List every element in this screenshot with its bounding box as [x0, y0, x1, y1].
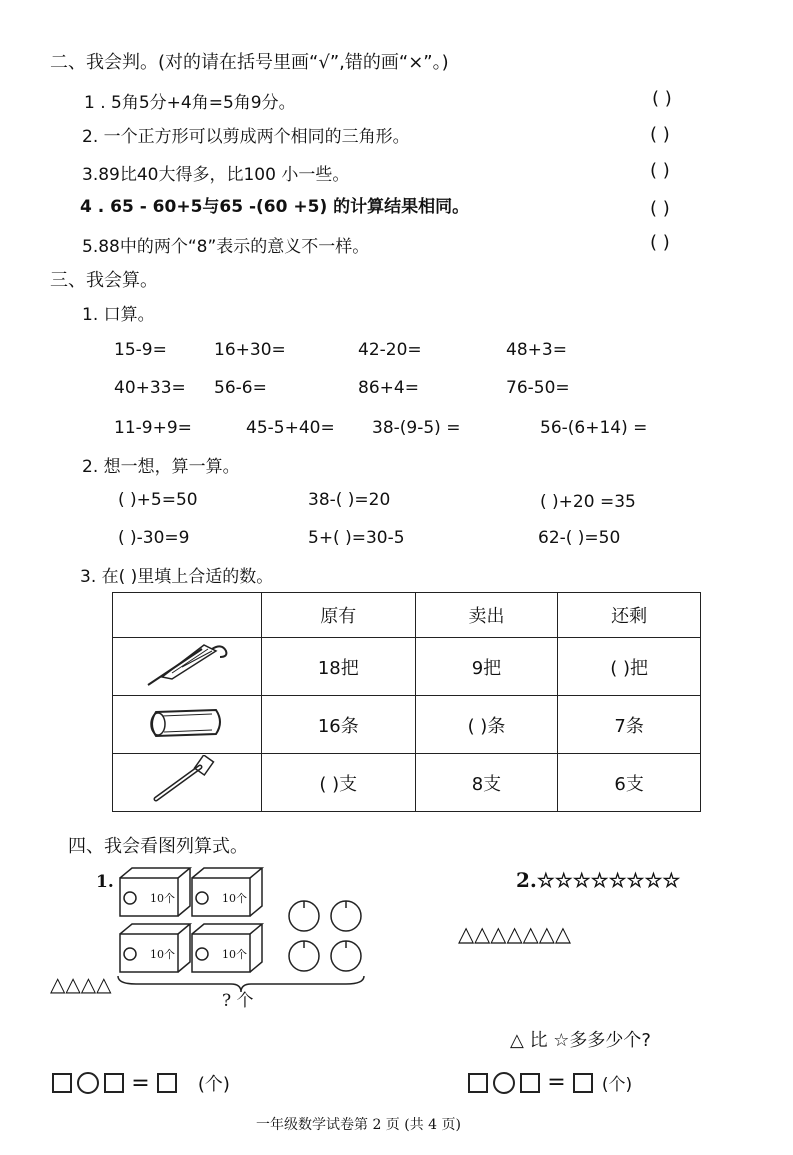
box-label: 10个: [222, 892, 247, 905]
unit-label: (个): [601, 1075, 633, 1095]
equation-template-2: [468, 1070, 632, 1095]
equals-sign: =: [547, 1070, 566, 1095]
section2-title: 二、我会判。(对的请在括号里画“√”,错的画“×”。): [50, 52, 449, 73]
table-header: 卖出: [415, 593, 558, 638]
answer-box[interactable]: [157, 1073, 177, 1093]
oral-calc-item: 86+4=: [358, 378, 419, 398]
umbrella-icon: [113, 638, 262, 696]
table-cell[interactable]: ( )条: [415, 696, 558, 754]
equation-template-1: [52, 1070, 230, 1096]
apple-boxes: [116, 866, 266, 985]
table-cell: 16条: [262, 696, 416, 754]
fill-table: [112, 592, 701, 812]
table-row: [113, 638, 701, 696]
oral-calc-heading: 1. 口算。: [82, 305, 155, 325]
towel-icon: [113, 696, 262, 754]
operator-circle[interactable]: [493, 1072, 515, 1094]
left-triangles: △△△△: [50, 972, 112, 996]
table-header: 还剩: [558, 593, 701, 638]
table-cell: 18把: [262, 638, 416, 696]
think-calc-item[interactable]: 5+( )=30-5: [308, 528, 405, 548]
answer-box[interactable]: [52, 1073, 72, 1093]
answer-paren-4[interactable]: ( ): [650, 198, 670, 219]
oral-calc-item: 42-20=: [358, 340, 422, 360]
operator-circle[interactable]: [77, 1072, 99, 1094]
problem2-triangles: △△△△△△△: [458, 922, 572, 946]
problem2-question: △ 比 ☆多多少个?: [510, 1030, 651, 1051]
box-label: 10个: [150, 948, 175, 961]
judge-item-5: 5.88中的两个“8”表示的意义不一样。: [82, 237, 370, 257]
equals-sign: =: [131, 1070, 150, 1096]
answer-paren-1[interactable]: ( ): [652, 88, 672, 109]
think-calc-item[interactable]: 62-( )=50: [538, 528, 621, 548]
unit-label: (个): [197, 1074, 230, 1095]
box-label: 10个: [222, 948, 247, 961]
think-calc-item[interactable]: ( )-30=9: [118, 528, 190, 548]
oral-calc-item: 11-9+9=: [114, 418, 192, 438]
oral-calc-item: 15-9=: [114, 340, 167, 360]
oral-calc-item: 38-(9-5) =: [372, 418, 461, 438]
think-calc-item[interactable]: 38-( )=20: [308, 490, 391, 510]
table-cell: 9把: [415, 638, 558, 696]
oral-calc-item: 16+30=: [214, 340, 286, 360]
oral-calc-item: 48+3=: [506, 340, 567, 360]
toothbrush-icon: [113, 754, 262, 812]
table-cell[interactable]: ( )把: [558, 638, 701, 696]
apple-icon-group: [286, 896, 366, 980]
think-calc-item[interactable]: ( )+20 =35: [540, 492, 636, 512]
table-header: 原有: [262, 593, 416, 638]
answer-box[interactable]: [468, 1073, 488, 1093]
oral-calc-item: 45-5+40=: [246, 418, 335, 438]
table-cell: 6支: [558, 754, 701, 812]
table-cell: 7条: [558, 696, 701, 754]
brace-label: ? 个: [222, 991, 254, 1011]
fill-table-heading: 3. 在( )里填上合适的数。: [80, 567, 274, 587]
table-row: [113, 754, 701, 812]
judge-item-1: 1 . 5角5分+4角=5角9分。: [84, 93, 296, 113]
section4-title: 四、我会看图列算式。: [68, 836, 248, 857]
oral-calc-item: 56-(6+14) =: [540, 418, 648, 438]
table-corner: [113, 593, 262, 638]
think-calc-item[interactable]: ( )+5=50: [118, 490, 198, 510]
problem1-number: 1.: [96, 872, 114, 892]
answer-paren-3[interactable]: ( ): [650, 160, 670, 181]
judge-item-4: 4 . 65 - 60+5与65 -(60 +5) 的计算结果相同。: [80, 197, 470, 217]
problem2-stars: 2.☆☆☆☆☆☆☆☆: [516, 868, 681, 892]
box-label: 10个: [150, 892, 175, 905]
section3-title: 三、我会算。: [50, 270, 158, 291]
think-calc-heading: 2. 想一想，算一算。: [82, 457, 240, 477]
oral-calc-item: 76-50=: [506, 378, 570, 398]
judge-item-3: 3.89比40大得多，比100 小一些。: [82, 165, 350, 185]
oral-calc-item: 56-6=: [214, 378, 267, 398]
answer-paren-2[interactable]: ( ): [650, 124, 670, 145]
table-cell[interactable]: ( )支: [262, 754, 416, 812]
answer-box[interactable]: [520, 1073, 540, 1093]
answer-box[interactable]: [573, 1073, 593, 1093]
judge-item-2: 2. 一个正方形可以剪成两个相同的三角形。: [82, 127, 410, 147]
answer-paren-5[interactable]: ( ): [650, 232, 670, 253]
table-cell: 8支: [415, 754, 558, 812]
page-footer: 一年级数学试卷第 2 页 (共 4 页): [256, 1117, 461, 1133]
answer-box[interactable]: [104, 1073, 124, 1093]
table-row: [113, 696, 701, 754]
oral-calc-item: 40+33=: [114, 378, 186, 398]
